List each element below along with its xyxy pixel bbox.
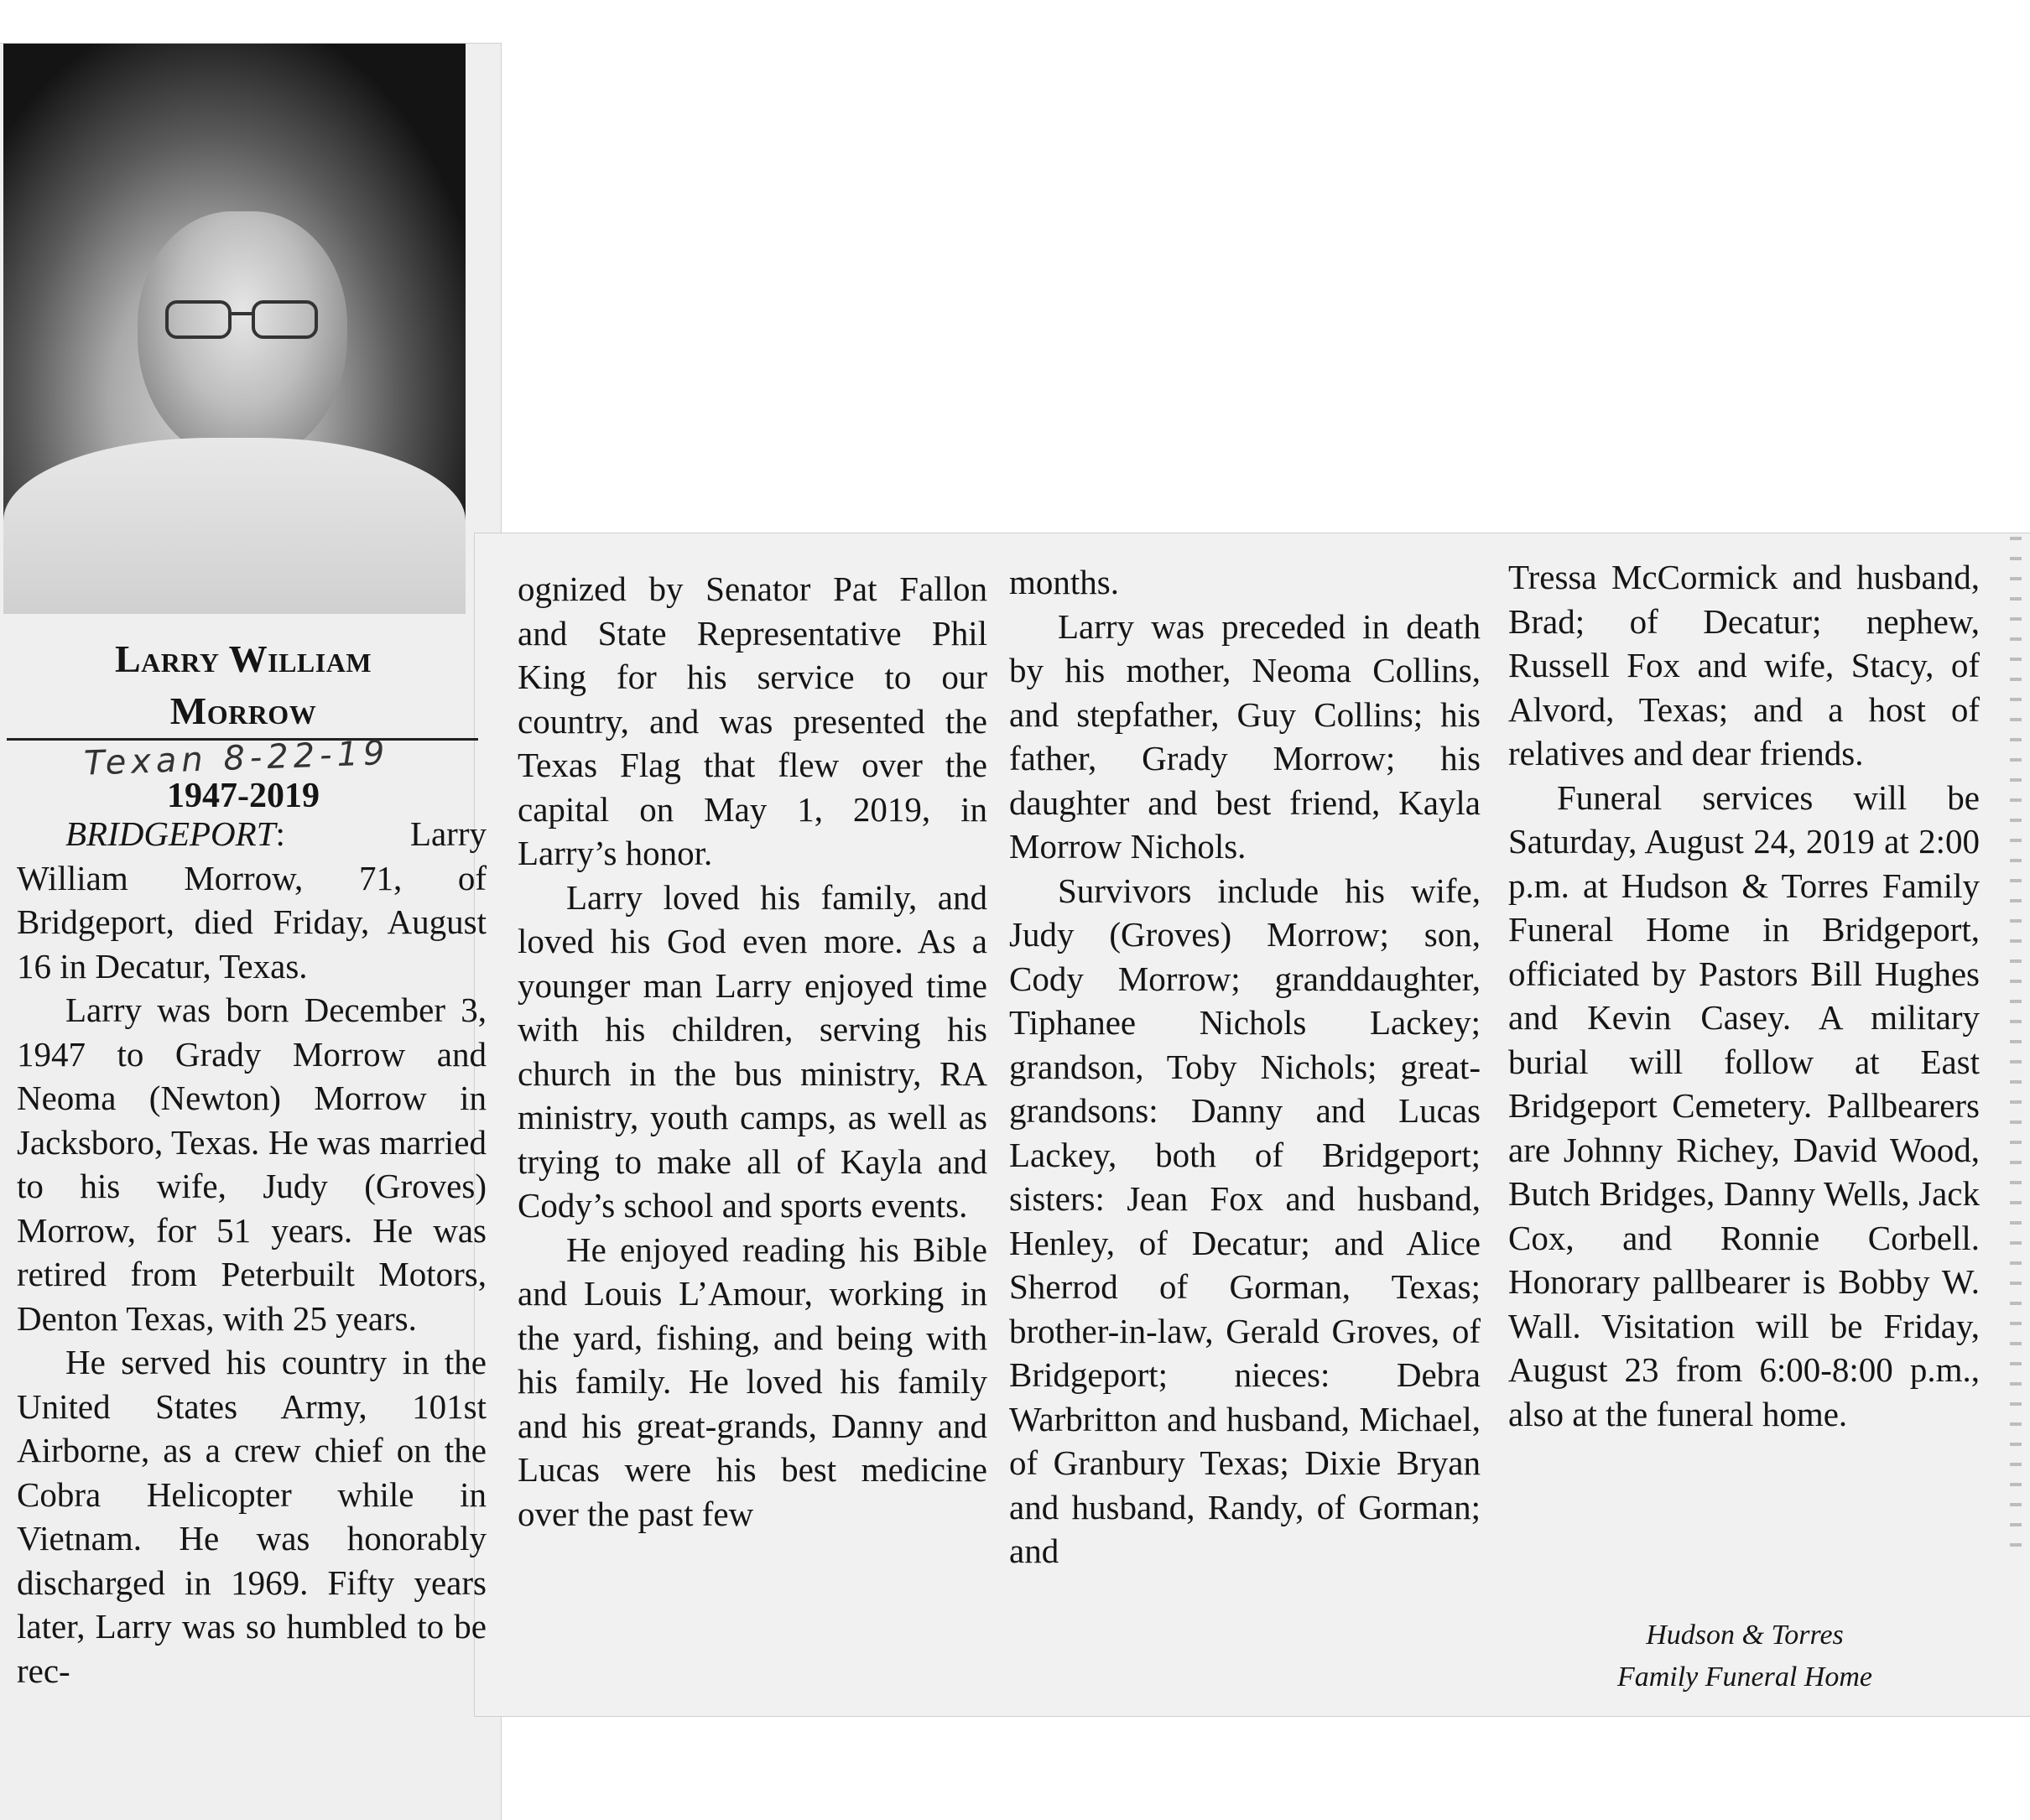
paragraph: He enjoyed reading his Bible and Louis L’Amour, working in the yard, fishing, and being with his family. He loved his family and his great-grands, Danny and Lucas were his best medicine over the past few	[518, 1230, 987, 1533]
headline-line-1: Larry William	[114, 637, 372, 680]
paragraph: BRIDGEPORT: Larry William Morrow, 71, of Bridgeport, died Friday, August 16 in Decatur, Texas.	[17, 814, 487, 985]
glasses-icon	[163, 295, 322, 346]
text-column-1	[17, 812, 487, 1693]
portrait-shirt	[3, 438, 466, 614]
paragraph-text: Larry William Morrow, 71, of Bridgeport, died Friday, August 16 in Decatur, Texas.	[17, 814, 487, 985]
paragraph: Larry loved his family, and loved his God even more. As a younger man Larry enjoyed time with his children, serving his church in the bus ministry, RA ministry, youth camps, as well as trying to make all of Kayla and Cody’s school and sports events.	[518, 877, 987, 1225]
text-column-3	[1009, 560, 1481, 1573]
headline-line-2: Morrow	[169, 689, 317, 732]
paragraph: Survivors include his wife, Judy (Groves) Morrow; son, Cody Morrow; granddaughter, Tiphanee Nichols Lackey; grandson, Toby Nichols; great-grandsons: Danny and Lucas Lackey, both of Bridgeport; sisters: Jean Fox and husband, Henley, of Decatur; and Alice Sherrod of Gorman, Texas; brother-in-law, Gerald Groves, of Bridgeport; nieces: Debra Warbritton and husband, Michael, of Granbury Texas; Dixie Bryan and husband, Randy, of Gorman; and	[1009, 871, 1481, 1570]
funeral-home-signature	[1502, 1615, 1988, 1698]
portrait-photo	[3, 44, 466, 614]
text-column-4	[1508, 555, 1980, 1436]
paragraph: Tressa McCormick and husband, Brad; of Decatur; nephew, Russell Fox and wife, Stacy, of Alvord, Texas; and a host of relatives and dear friends.	[1508, 558, 1980, 772]
paragraph: Larry was born December 3, 1947 to Grady Morrow and Neoma (Newton) Morrow in Jacksboro, Texas. He was married to his wife, Judy (Groves) Morrow, for 51 years. He was retired from Peterbuilt Motors, Denton Texas, with 25 years.	[17, 991, 487, 1338]
perforated-edge	[2010, 537, 2022, 1560]
life-years: 1947-2019	[167, 777, 320, 815]
signature-line-1: Hudson & Torres	[1646, 1620, 1844, 1651]
obituary-headline	[8, 633, 478, 737]
signature-line-2: Family Funeral Home	[1616, 1661, 1873, 1693]
paragraph: months.	[1009, 563, 1119, 601]
dateline: BRIDGEPORT	[65, 814, 276, 853]
text-column-2	[518, 567, 987, 1536]
paragraph: Funeral services will be Saturday, August 24, 2019 at 2:00 p.m. at Hudson & Torres Family Funeral Home in Bridgeport, officiated by Pastors Bill Hughes and Kevin Casey. A military burial will follow at East Bridgeport Cemetery. Pallbearers are Johnny Richey, David Wood, Butch Bridges, Danny Wells, Jack Cox, and Ronnie Corbell. Honorary pallbearer is Bobby W. Wall. Visitation will be Friday, August 23 from 6:00-8:00 p.m., also at the funeral home.	[1508, 777, 1980, 1433]
handwritten-note: Texan 8-22-19	[83, 733, 391, 783]
paragraph: Larry was preceded in death by his mother, Neoma Collins, and stepfather, Guy Collins; his father, Grady Morrow; his daughter and best friend, Kayla Morrow Nichols.	[1009, 606, 1481, 866]
paragraph: He served his country in the United States Army, 101st Airborne, as a crew chief on the Cobra Helicopter while in Vietnam. He was honorably discharged in 1969. Fifty years later, Larry was so humbled to be rec-	[17, 1343, 487, 1690]
paragraph: ognized by Senator Pat Fallon and State Representative Phil King for his service to our country, and was presented the Texas Flag that flew over the capital on May 1, 2019, in Larry’s honor.	[518, 569, 987, 872]
